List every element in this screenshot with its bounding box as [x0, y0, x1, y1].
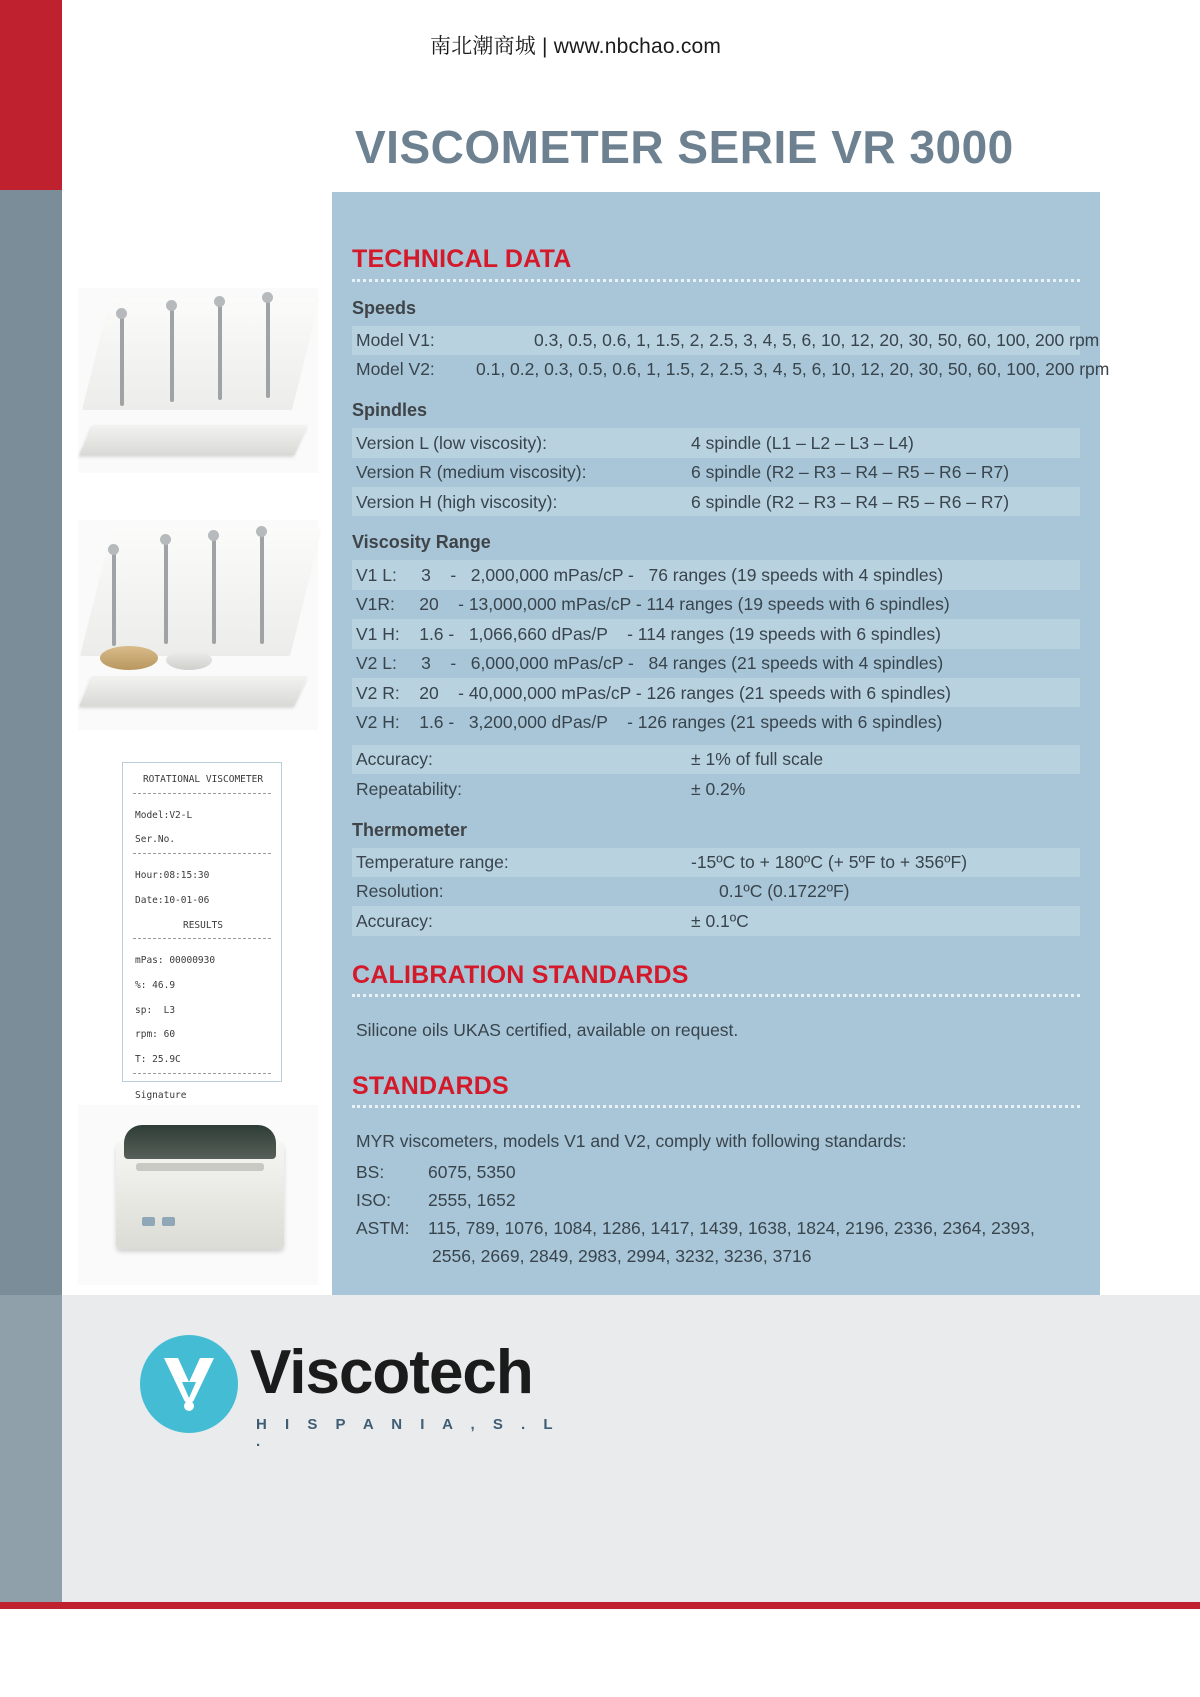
speeds-v2-value: 0.1, 0.2, 0.3, 0.5, 0.6, 1, 1.5, 2, 2.5, 3, 4, 5, 6, 10, 12, 20, 30, 50, 60, 100, 200 rpm	[476, 359, 1110, 380]
precision-accuracy-value: ± 1% of full scale	[691, 749, 824, 770]
precision-accuracy-label: Accuracy:	[356, 749, 433, 770]
left-red-bar	[0, 0, 62, 190]
subheading-thermometer: Thermometer	[352, 819, 468, 840]
thermometer-row-accuracy	[352, 906, 1080, 935]
viscosity-row-v2r: V2 R: 20 - 40,000,000 mPas/cP - 126 ranges (21 speeds with 6 spindles)	[352, 678, 1080, 707]
viscosity-row-v2l: V2 L: 3 - 6,000,000 mPas/cP - 84 ranges (21 speeds with 4 spindles)	[356, 653, 944, 674]
speeds-row-v1	[352, 326, 1100, 355]
thermometer-row-resolution	[352, 877, 1080, 906]
page-title: VISCOMETER SERIE VR 3000	[355, 121, 1014, 173]
printout-hour: Hour:08:15:30	[135, 870, 210, 882]
watermark-text: 南北潮商城 | www.nbchao.com	[430, 35, 722, 58]
thermometer-resolution-label: Resolution:	[356, 881, 444, 902]
standards-astm-continued-value: 2556, 2669, 2849, 2983, 2994, 3232, 3236, 3716	[432, 1245, 812, 1266]
calibration-standards-body: Silicone oils UKAS certified, available on request.	[356, 1020, 739, 1041]
viscosity-row-v1h: V1 H: 1.6 - 1,066,660 dPas/P - 114 ranges (19 speeds with 6 spindles)	[352, 619, 1080, 648]
spindles-version-h-label: Version H (high viscosity):	[356, 491, 558, 512]
footer-slate-bar	[0, 1295, 62, 1602]
spindles-version-l-label: Version L (low viscosity):	[356, 432, 547, 453]
standards-bs-value: 6075, 5350	[428, 1161, 516, 1182]
footer-red-rule	[0, 1602, 1200, 1609]
precision-repeatability-label: Repeatability:	[356, 778, 463, 799]
speeds-v2-label: Model V2:	[356, 359, 435, 380]
speeds-v1-label: Model V1:	[356, 330, 435, 350]
standards-astm-label: ASTM:	[356, 1217, 410, 1238]
spindles-version-l-value: 4 spindle (L1 – L2 – L3 – L4)	[691, 432, 914, 453]
viscosity-row-v2h: V2 H: 1.6 - 3,200,000 dPas/P - 126 ranges (21 speeds with 6 spindles)	[356, 711, 943, 732]
section-heading-calibration-standards: CALIBRATION STANDARDS	[352, 960, 689, 989]
divider-technical-data	[352, 279, 1080, 282]
thermometer-temperature-range-value: -15ºC to + 180ºC (+ 5ºF to + 356ºF)	[691, 852, 968, 873]
spindles-row-version-r	[352, 458, 1080, 487]
printout-results-label: RESULTS	[182, 919, 224, 931]
thermometer-accuracy-label: Accuracy:	[356, 910, 433, 931]
spindles-version-r-label: Version R (medium viscosity):	[356, 462, 587, 483]
subheading-speeds: Speeds	[352, 297, 417, 318]
printout-serial: Ser.No.	[135, 834, 176, 846]
thermometer-resolution-value: 0.1ºC (0.1722ºF)	[719, 881, 850, 902]
section-heading-technical-data: TECHNICAL DATA	[352, 245, 572, 273]
printout-mpas: mPas: 00000930	[135, 955, 216, 967]
spindles-row-version-h	[352, 487, 1080, 516]
logo-company-name: Viscotech	[250, 1338, 533, 1407]
printout-title: ROTATIONAL VISCOMETER	[142, 774, 264, 785]
printout-signature: Signature	[135, 1089, 187, 1101]
standards-astm-value: 115, 789, 1076, 1084, 1286, 1417, 1439, 1638, 1824, 2196, 2336, 2364, 2393,	[428, 1217, 1035, 1238]
printout-rpm: rpm: 60	[135, 1029, 176, 1041]
logo-v-mark-icon	[158, 1352, 220, 1414]
standards-row-bs	[352, 1158, 1080, 1186]
thermometer-accuracy-value: ± 0.1ºC	[691, 910, 749, 931]
spindles-version-r-value: 6 spindle (R2 – R3 – R4 – R5 – R6 – R7)	[691, 462, 1010, 483]
logo-company-subtitle: H I S P A N I A , S . L .	[256, 1416, 560, 1450]
printout-spindle: sp: L3	[135, 1004, 176, 1016]
footer-white-band	[0, 1609, 1200, 1697]
printout-percent: %: 46.9	[135, 980, 176, 992]
subheading-spindles: Spindles	[352, 400, 428, 421]
standards-iso-label: ISO:	[356, 1189, 392, 1210]
thermometer-row-temperature-range	[352, 848, 1080, 877]
standards-row-iso	[352, 1186, 1080, 1214]
printout-date: Date:10-01-06	[135, 894, 210, 906]
speeds-v1-value: 0.3, 0.5, 0.6, 1, 1.5, 2, 2.5, 3, 4, 5, 6, 10, 12, 20, 30, 50, 60, 100, 200 rpm	[534, 330, 1100, 350]
company-logo	[140, 1330, 560, 1450]
standards-row-astm-continued	[352, 1242, 1080, 1270]
spindles-version-h-value: 6 spindle (R2 – R3 – R4 – R5 – R6 – R7)	[691, 491, 1010, 512]
thermometer-temperature-range-label: Temperature range:	[356, 852, 509, 873]
standards-bs-label: BS:	[356, 1161, 385, 1182]
left-slate-bar	[0, 190, 62, 1295]
precision-row-repeatability	[352, 774, 1080, 803]
photo-printout-ticket	[122, 762, 282, 1101]
precision-row-accuracy	[352, 745, 1080, 774]
photo-spindle-stand-top	[78, 288, 318, 473]
section-heading-standards: STANDARDS	[352, 1071, 509, 1100]
subheading-viscosity-range: Viscosity Range	[352, 532, 491, 553]
specs-panel	[332, 192, 1110, 1295]
precision-repeatability-value: ± 0.2%	[691, 778, 746, 799]
standards-row-astm	[352, 1214, 1080, 1242]
photo-spindle-stand-bottom	[78, 520, 318, 730]
photo-printer	[78, 1105, 318, 1285]
viscosity-row-v1r: V1R: 20 - 13,000,000 mPas/cP - 114 ranges (19 speeds with 6 spindles)	[356, 594, 950, 615]
speeds-row-v2	[352, 355, 1110, 384]
printout-temperature: T: 25.9C	[135, 1054, 181, 1066]
standards-intro: MYR viscometers, models V1 and V2, comply with following standards:	[356, 1131, 907, 1152]
spindles-row-version-l	[352, 428, 1080, 457]
standards-iso-value: 2555, 1652	[428, 1189, 516, 1210]
printout-model: Model:V2-L	[135, 809, 193, 821]
viscosity-row-v1l: V1 L: 3 - 2,000,000 mPas/cP - 76 ranges (19 speeds with 4 spindles)	[352, 560, 1080, 589]
